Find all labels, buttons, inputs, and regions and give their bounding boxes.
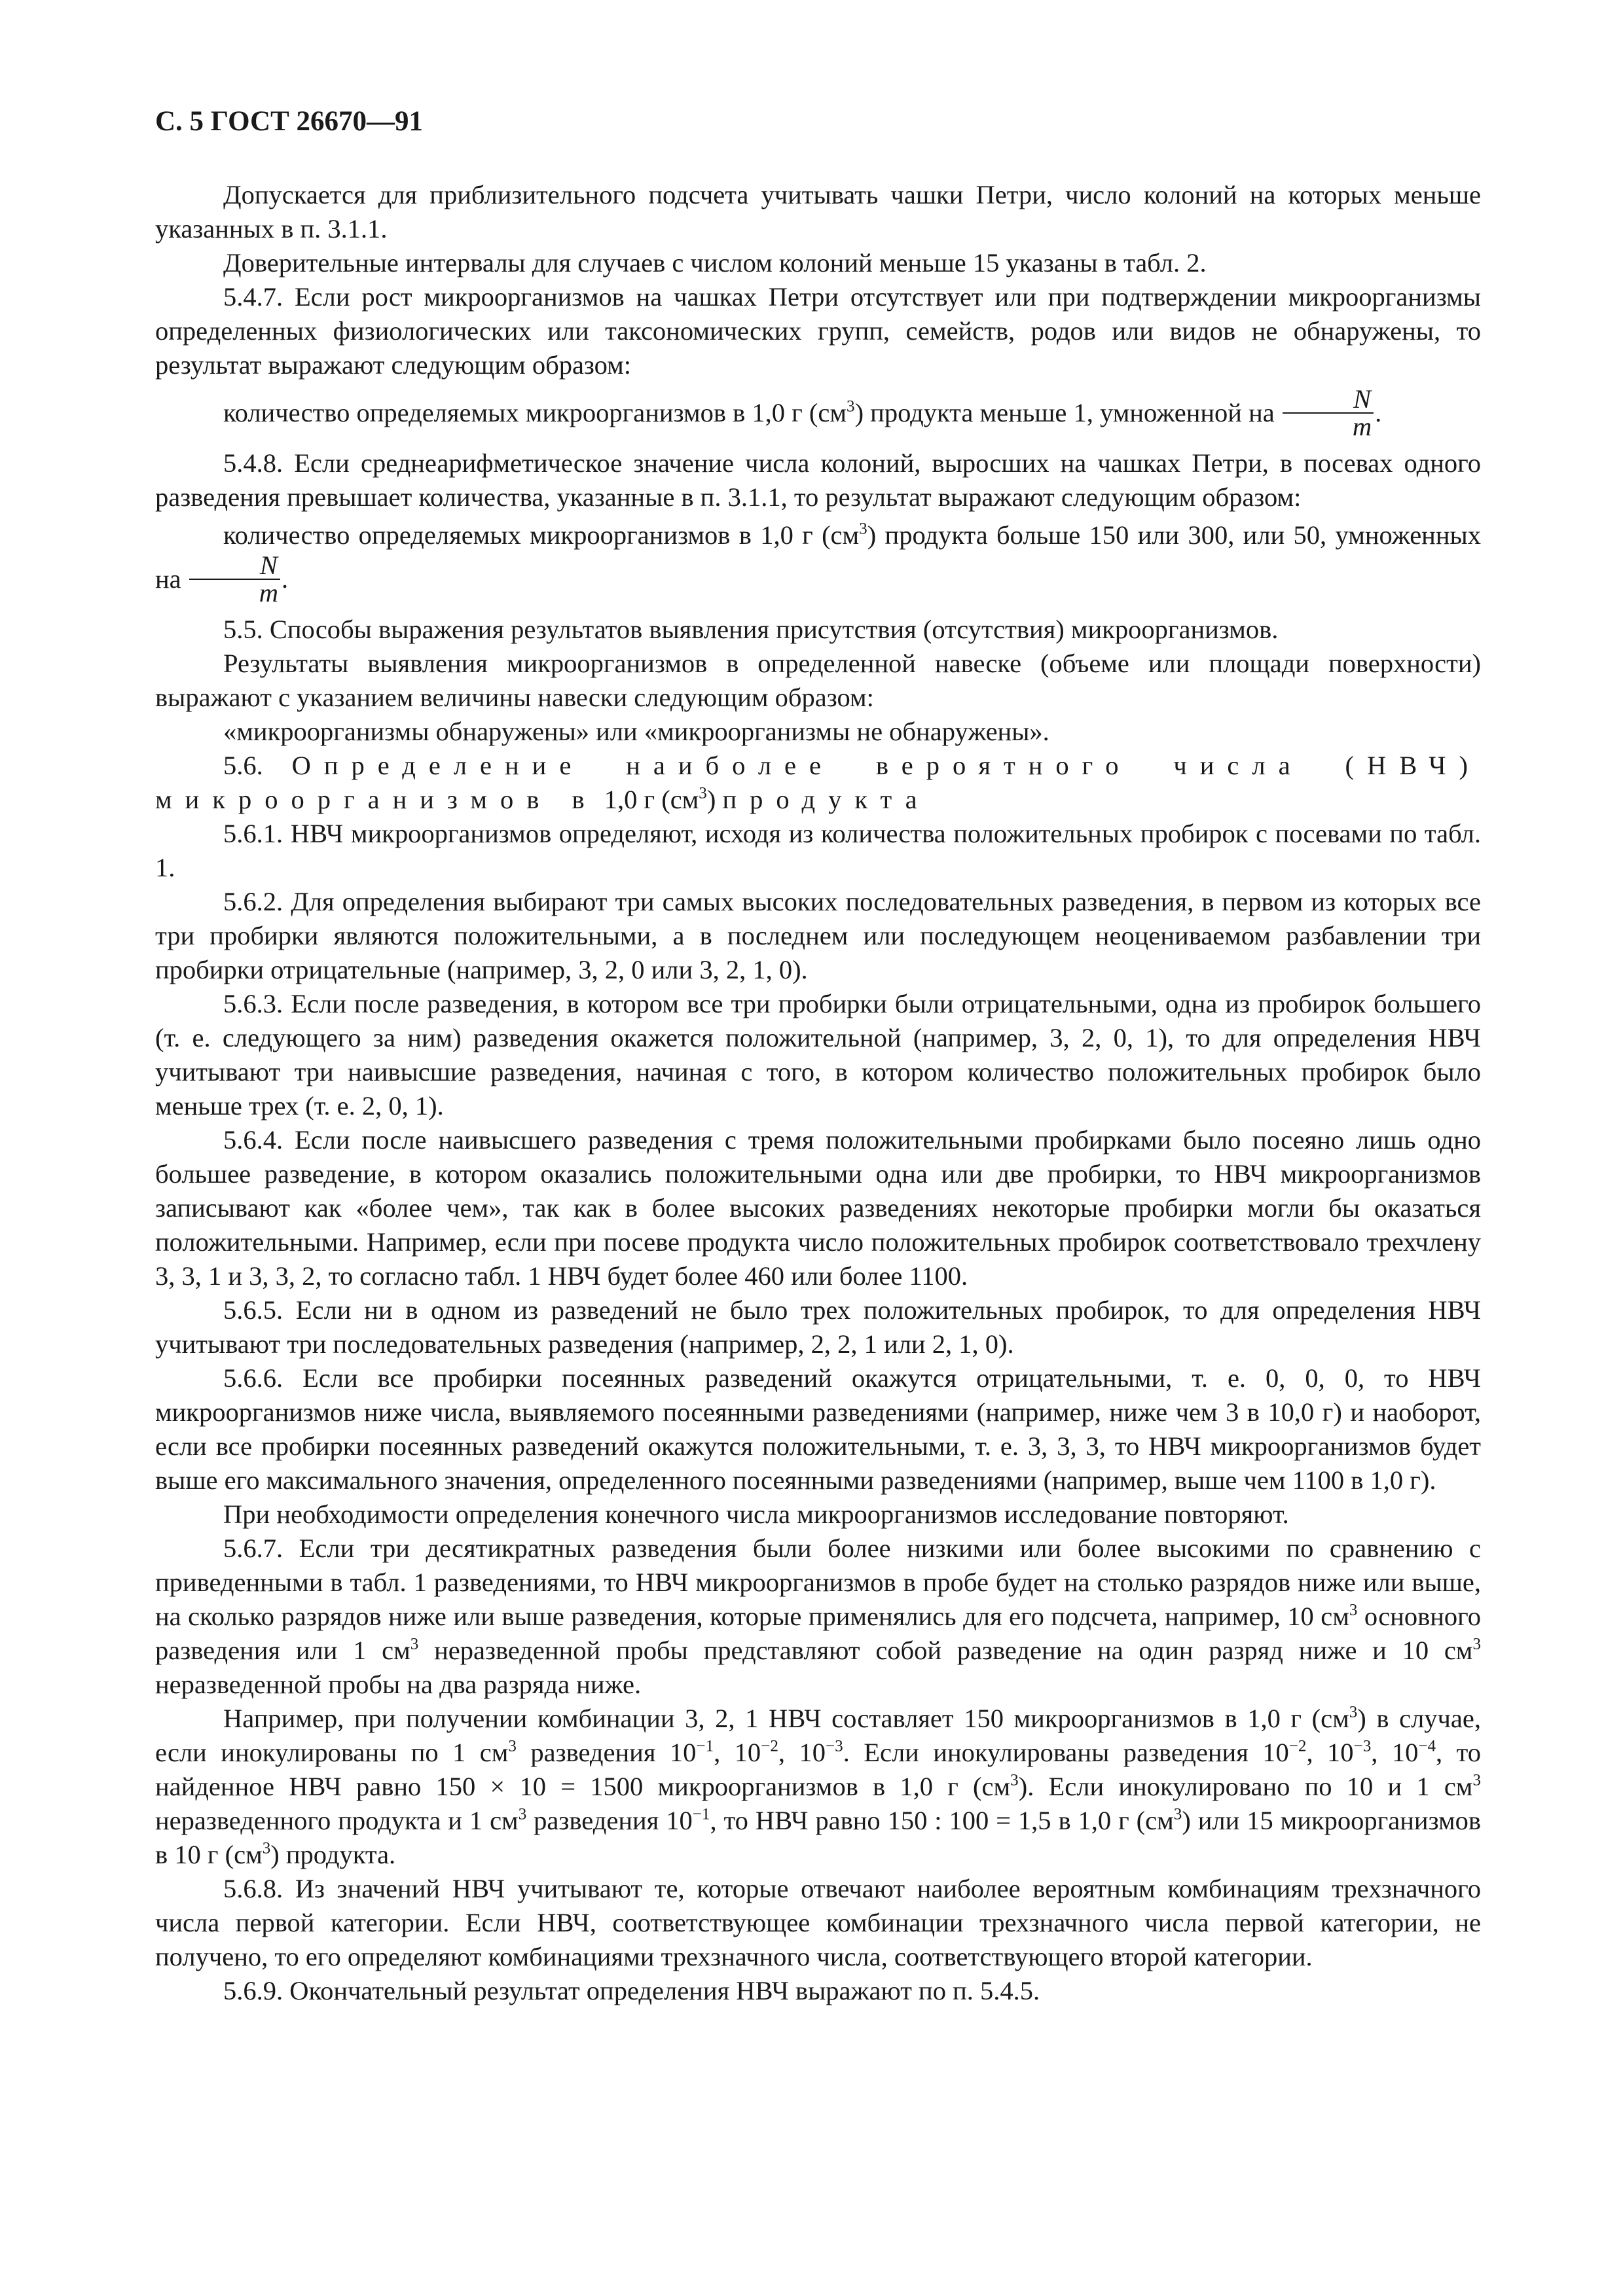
- paragraph-5-6-5: 5.6.5. Если ни в одном из разведений не было трех положительных пробирок, то для определения НВЧ учитывают три последовательных разведения (например, 2, 2, 1 или 2, 1, 0).: [155, 1295, 1481, 1359]
- page-header: С. 5 ГОСТ 26670—91: [155, 106, 424, 137]
- paragraph-example-321: Например, при получении комбинации 3, 2, 1 НВЧ составляет 150 микроорганизмов в 1,0 г $(см^3)$ в случае, если инокулированы по 1 $см^3$ разведения $10^{-1}$, $10^{-2}$, $10^{-3}$. Если инокулированы разведения $10^{-2}$, $10^{-3}$, $10^{-4}$, то найденное НВЧ равно 150 × 10 = 1500 микроорганизмов в 1,0 г $(см^3)$. Если инокулировано по 10 и 1 $см^3$ неразведенного продукта и 1 $см^3$ разведения $10^{-1}$, то НВЧ равно 150 : 100 = 1,5 в 1,0 г $(см^3)$ или 15 микроорганизмов в 10 г $(см^3)$ продукта.: [155, 1703, 1482, 1869]
- paragraph-5-5: 5.5. Способы выражения результатов выявления присутствия (отсутствия) микроорганизмов.: [223, 615, 1279, 644]
- formula-line-more-than-150: количество определяемых микроорганизмов в 1,0 г $(см^3)$ продукта больше 150 или 300, или 50, умноженных на $\frac{N}{m}$ .: [155, 520, 1481, 607]
- paragraph-detection-results: Результаты выявления микроорганизмов в определенной навеске (объеме или площади поверхности) выражают с указанием величины навески следующим образом:: [155, 649, 1481, 712]
- paragraph-5-6-8: 5.6.8. Из значений НВЧ учитывают те, которые отвечают наиболее вероятным комбинациям трехзначного числа первой категории. Если НВЧ, соответствующее комбинации трехзначного числа первой категории, не получено, то его определяют комбинациями трехзначного числа, соответствующего второй категории.: [155, 1874, 1481, 1971]
- paragraph-5-4-8: 5.4.8. Если среднеарифметическое значение числа колоний, выросших на чашках Петри, в посевах одного разведения превышает количества, указанные в п. 3.1.1, то результат выражают следующим образом:: [155, 448, 1481, 512]
- paragraph-5-6-1: 5.6.1. НВЧ микроорганизмов определяют, исходя из количества положительных пробирок с посевами по табл. 1.: [155, 819, 1481, 882]
- paragraph-confidence-intervals: Доверительные интервалы для случаев с числом колоний меньше 15 указаны в табл. 2.: [223, 248, 1207, 278]
- document-page: [155, 105, 1481, 2008]
- paragraph-5-6-3: 5.6.3. Если после разведения, в котором все три пробирки были отрицательными, одна из пробирок большего (т. е. следующего за ним) разведения окажется положительной (например, 3, 2, 0, 1), то для определения НВЧ учитывают три наивысшие разведения, начиная с того, в котором количество положительных пробирок было меньше трех (т. е. 2, 0, 1).: [155, 989, 1481, 1121]
- paragraph-5-6-6: 5.6.6. Если все пробирки посеянных разведений окажутся отрицательными, т. е. 0, 0, 0, то НВЧ микроорганизмов ниже числа, выявляемого посеянными разведениями (например, ниже чем 3 в 10,0 г) и наоборот, если все пробирки посеянных разведений окажутся положительными, т. е. 3, 3, 3, то НВЧ микроорганизмов будет выше его максимального значения, определенного посеянными разведениями (например, выше чем 1100 в 1,0 г).: [155, 1363, 1481, 1495]
- formula-line-less-than-1: количество определяемых микроорганизмов в 1,0 г $(см^3)$ продукта меньше 1, умноженной на $\frac{N}{m}$ .: [223, 384, 1382, 441]
- fraction-n-over-m: $\frac{N}{m}$: [189, 552, 280, 606]
- paragraph-repeat-study: При необходимости определения конечного числа микроорганизмов исследование повторяют.: [223, 1499, 1289, 1529]
- fraction-n-over-m: $\frac{N}{m}$: [1283, 386, 1374, 440]
- paragraph-detected-phrases: «микроорганизмы обнаружены» или «микроорганизмы не обнаружены».: [223, 717, 1049, 746]
- paragraph-5-6-2: 5.6.2. Для определения выбирают три самых высоких последовательных разведения, в первом из которых все три пробирки являются положительными, а в последнем или последующем неоцениваемом разбавлении три пробирки отрицательные (например, 3, 2, 0 или 3, 2, 1, 0).: [155, 887, 1481, 984]
- paragraph-5-6-4: 5.6.4. Если после наивысшего разведения с тремя положительными пробирками было посеяно лишь одно большее разведение, в котором оказались положительными одна или две пробирки, то НВЧ микроорганизмов записывают как «более чем», так как в более высоких разведениях некоторые пробирки могли бы оказаться положительными. Например, если при посеве продукта число положительных пробирок соответствовало трехчлену 3, 3, 1 и 3, 3, 2, то согласно табл. 1 НВЧ будет более 460 или более 1100.: [155, 1125, 1481, 1291]
- paragraph-5-6-9: 5.6.9. Окончательный результат определения НВЧ выражают по п. 5.4.5.: [223, 1976, 1040, 2005]
- paragraph-5-6-7: 5.6.7. Если три десятикратных разведения были более низкими или более высокими по сравнению с приведенными в табл. 1 разведениями, то НВЧ микроорганизмов в пробе будет на столько разрядов ниже или выше, на сколько разрядов ниже или выше разведения, которые применялись для его подсчета, например, 10 $см^3$ основного разведения или 1 $см^3$ неразведенной пробы представляют собой разведение на один разряд ниже и 10 $см^3$ неразведенной пробы на два разряда ниже.: [155, 1534, 1481, 1699]
- section-heading-5-6: 5.6. Определение наиболее вероятного числа (НВЧ) микроорганизмов в 1,0 г $(см^3)$ продукта: [155, 751, 1481, 814]
- paragraph-approx-count: Допускается для приблизительного подсчета учитывать чашки Петри, число колоний на которых меньше указанных в п. 3.1.1.: [155, 180, 1481, 243]
- paragraph-5-4-7: 5.4.7. Если рост микроорганизмов на чашках Петри отсутствует или при подтверждении микроорганизмы определенных физиологических или таксономических групп, семейств, родов или видов не обнаружены, то результат выражают следующим образом:: [155, 282, 1481, 380]
